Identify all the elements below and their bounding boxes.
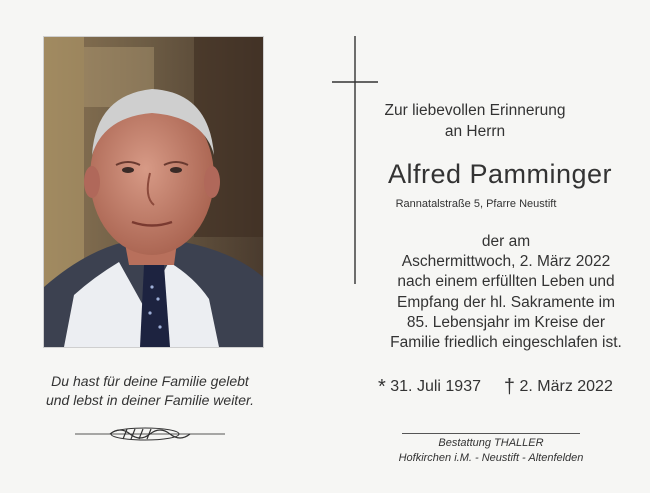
portrait-photo [43,36,264,348]
divider-line [402,433,580,434]
undertaker-name: Bestattung THALLER [438,437,544,449]
undertaker-locations: Hofkirchen i.M. - Neustift - Altenfelden [398,452,584,464]
death-date: 2. März 2022 [519,378,613,395]
flourish-ornament [75,424,225,444]
intro-line-1: Zur liebevollen Erinnerung [384,102,566,119]
quote-line-1: Du hast für deine Familie gelebt [51,373,249,389]
life-dates [378,376,638,399]
undertaker-info [360,436,622,466]
address: Rannatalstraße 5, Pfarre Neustift [395,198,557,210]
intro-text [360,100,590,142]
death-cross-icon: † [503,376,516,398]
body-line-2: Aschermittwoch, 2. März 2022 [401,253,611,271]
body-line-5: 85. Lebensjahr im Kreise der [406,313,606,331]
intro-line-2: an Herrn [444,123,506,140]
deceased-name: Alfred Pamminger [387,159,613,189]
body-line-4: Empfang der hl. Sakramente im [397,293,615,311]
birth-star-icon: * [378,376,386,398]
birth-date: 31. Juli 1937 [390,378,481,395]
body-line-6: Familie friedlich eingeschlafen ist. [390,334,622,352]
quote-line-2: und lebst in deiner Familie weiter. [45,392,255,408]
body-line-1: der am [481,233,531,250]
memorial-quote [20,372,280,410]
body-line-3: nach einem erfüllten Leben und [397,273,615,291]
memorial-text [356,232,650,353]
